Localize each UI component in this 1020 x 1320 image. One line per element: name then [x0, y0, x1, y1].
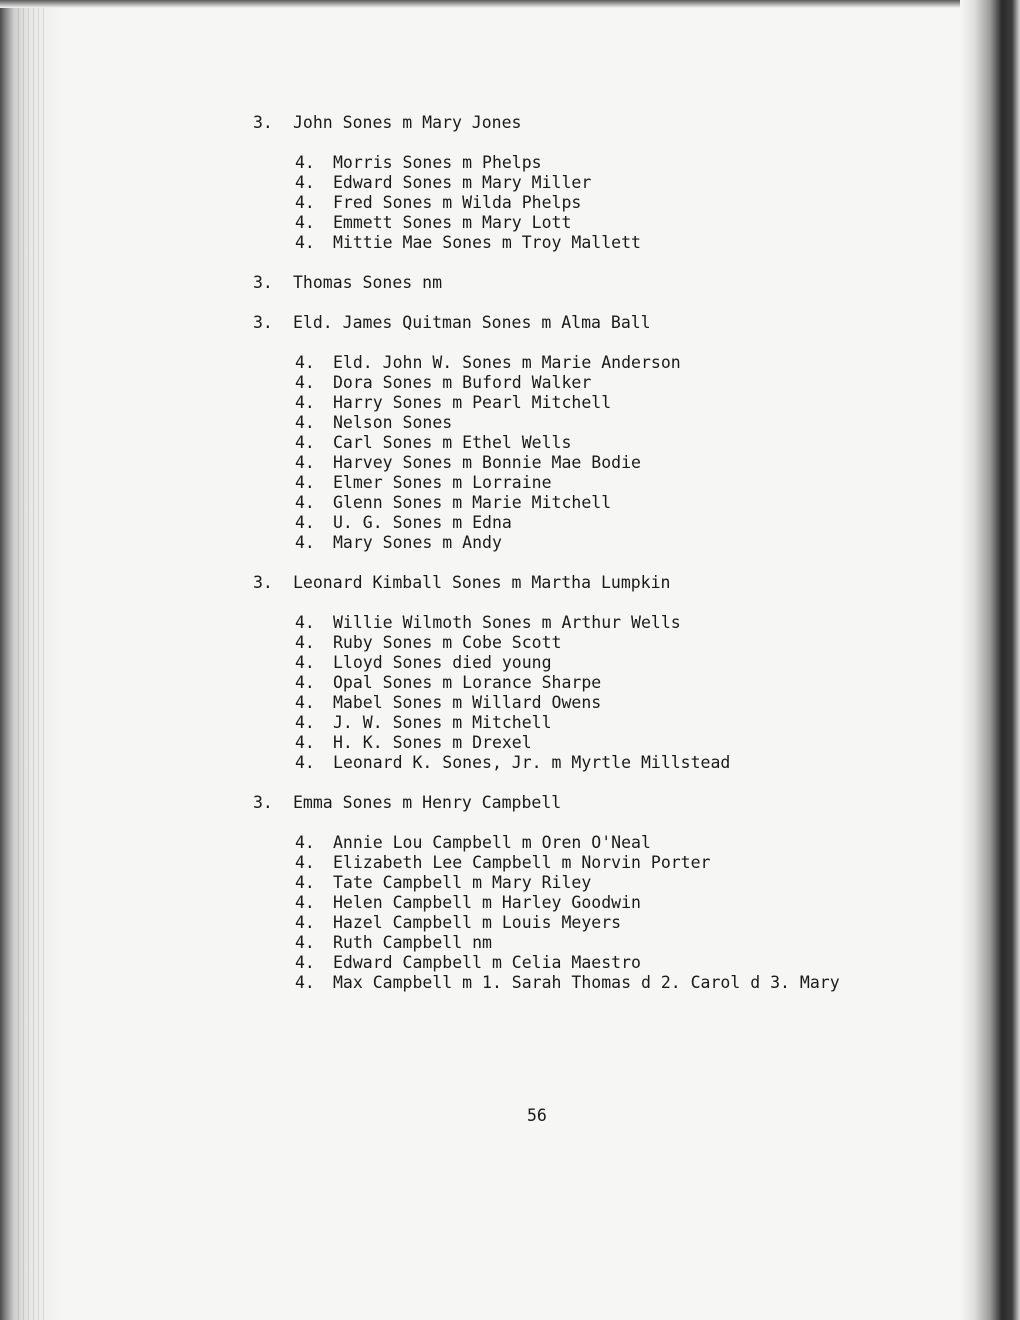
entry-number: 3. [253, 113, 273, 132]
generation-4-entry [253, 433, 893, 453]
entry-text: Harry Sones m Pearl Mitchell [333, 393, 612, 412]
entry-text: Tate Campbell m Mary Riley [333, 873, 592, 892]
entry-number: 4. [295, 533, 315, 552]
entry-text: Carl Sones m Ethel Wells [333, 433, 572, 452]
entry-number: 4. [295, 373, 315, 392]
generation-4-entry [253, 513, 893, 533]
entry-text: Harvey Sones m Bonnie Mae Bodie [333, 453, 641, 472]
entry-number: 4. [295, 933, 315, 952]
entry-number: 4. [295, 853, 315, 872]
scan-shadow-right [960, 0, 1020, 1320]
entry-number: 3. [253, 793, 273, 812]
entry-number: 4. [295, 713, 315, 732]
entry-number: 4. [295, 733, 315, 752]
entry-number: 4. [295, 633, 315, 652]
generation-4-entry [253, 973, 893, 993]
entry-text: Ruby Sones m Cobe Scott [333, 633, 562, 652]
generation-3-entry [253, 573, 893, 593]
generation-4-entry [253, 393, 893, 413]
genealogy-list [253, 113, 893, 993]
entry-number: 4. [295, 413, 315, 432]
entry-number: 3. [253, 273, 273, 292]
generation-4-entry [253, 413, 893, 433]
entry-number: 4. [295, 433, 315, 452]
entry-text: Elmer Sones m Lorraine [333, 473, 552, 492]
entry-number: 4. [295, 233, 315, 252]
generation-4-entry [253, 533, 893, 553]
entry-text: Dora Sones m Buford Walker [333, 373, 592, 392]
generation-4-entry [253, 893, 893, 913]
entry-text: Leonard Kimball Sones m Martha Lumpkin [293, 573, 671, 592]
family-section [253, 573, 893, 793]
generation-4-entry [253, 913, 893, 933]
generation-4-entry [253, 753, 893, 773]
generation-4-entry [253, 453, 893, 473]
generation-4-entry [253, 733, 893, 753]
entry-text: U. G. Sones m Edna [333, 513, 512, 532]
entry-text: Edward Sones m Mary Miller [333, 173, 592, 192]
entry-text: John Sones m Mary Jones [293, 113, 522, 132]
generation-4-entry [253, 473, 893, 493]
entry-text: Lloyd Sones died young [333, 653, 552, 672]
generation-4-entry [253, 173, 893, 193]
entry-number: 4. [295, 473, 315, 492]
entry-number: 3. [253, 573, 273, 592]
entry-number: 4. [295, 693, 315, 712]
entry-text: J. W. Sones m Mitchell [333, 713, 552, 732]
entry-number: 4. [295, 973, 315, 992]
generation-3-entry [253, 793, 893, 813]
family-section [253, 273, 893, 313]
entry-text: Edward Campbell m Celia Maestro [333, 953, 641, 972]
generation-4-entry [253, 653, 893, 673]
entry-number: 4. [295, 953, 315, 972]
entry-text: Fred Sones m Wilda Phelps [333, 193, 582, 212]
entry-text: Emmett Sones m Mary Lott [333, 213, 572, 232]
entry-text: Mary Sones m Andy [333, 533, 502, 552]
generation-4-entry [253, 713, 893, 733]
entry-text: Eld. John W. Sones m Marie Anderson [333, 353, 681, 372]
entry-text: Glenn Sones m Marie Mitchell [333, 493, 612, 512]
entry-text: Opal Sones m Lorance Sharpe [333, 673, 602, 692]
entry-number: 4. [295, 873, 315, 892]
entry-number: 4. [295, 753, 315, 772]
generation-3-entry [253, 313, 893, 333]
entry-text: Eld. James Quitman Sones m Alma Ball [293, 313, 651, 332]
entry-number: 4. [295, 833, 315, 852]
generation-4-entry [253, 833, 893, 853]
entry-text: Helen Campbell m Harley Goodwin [333, 893, 641, 912]
generation-4-entry [253, 693, 893, 713]
generation-4-entry [253, 193, 893, 213]
entry-text: Morris Sones m Phelps [333, 153, 542, 172]
entry-text: Leonard K. Sones, Jr. m Myrtle Millstead [333, 753, 731, 772]
binding-lines [18, 0, 48, 1320]
page-number: 56 [527, 1106, 547, 1125]
generation-3-entry [253, 113, 893, 133]
entry-number: 4. [295, 353, 315, 372]
entry-number: 4. [295, 153, 315, 172]
entry-number: 4. [295, 513, 315, 532]
entry-text: Nelson Sones [333, 413, 453, 432]
generation-4-entry [253, 213, 893, 233]
entry-number: 4. [295, 453, 315, 472]
entry-number: 4. [295, 193, 315, 212]
generation-3-entry [253, 273, 893, 293]
entry-number: 4. [295, 213, 315, 232]
entry-number: 4. [295, 653, 315, 672]
generation-4-entry [253, 853, 893, 873]
entry-text: Annie Lou Campbell m Oren O'Neal [333, 833, 651, 852]
entry-number: 4. [295, 913, 315, 932]
entry-number: 4. [295, 613, 315, 632]
entry-text: H. K. Sones m Drexel [333, 733, 532, 752]
generation-4-entry [253, 153, 893, 173]
family-section [253, 793, 893, 993]
scan-shadow-top [0, 0, 1020, 8]
entry-text: Thomas Sones nm [293, 273, 443, 292]
generation-4-entry [253, 233, 893, 253]
generation-4-entry [253, 373, 893, 393]
entry-number: 4. [295, 493, 315, 512]
entry-text: Ruth Campbell nm [333, 933, 492, 952]
entry-text: Max Campbell m 1. Sarah Thomas d 2. Carol d 3. Mary [333, 973, 840, 992]
family-section [253, 113, 893, 273]
generation-4-entry [253, 933, 893, 953]
entry-number: 4. [295, 673, 315, 692]
entry-text: Hazel Campbell m Louis Meyers [333, 913, 622, 932]
generation-4-entry [253, 633, 893, 653]
entry-text: Willie Wilmoth Sones m Arthur Wells [333, 613, 681, 632]
entry-text: Mabel Sones m Willard Owens [333, 693, 602, 712]
entry-text: Emma Sones m Henry Campbell [293, 793, 562, 812]
entry-number: 3. [253, 313, 273, 332]
entry-number: 4. [295, 173, 315, 192]
entry-text: Mittie Mae Sones m Troy Mallett [333, 233, 641, 252]
family-section [253, 313, 893, 573]
generation-4-entry [253, 953, 893, 973]
generation-4-entry [253, 613, 893, 633]
generation-4-entry [253, 493, 893, 513]
generation-4-entry [253, 673, 893, 693]
entry-text: Elizabeth Lee Campbell m Norvin Porter [333, 853, 711, 872]
entry-number: 4. [295, 893, 315, 912]
entry-number: 4. [295, 393, 315, 412]
generation-4-entry [253, 873, 893, 893]
generation-4-entry [253, 353, 893, 373]
